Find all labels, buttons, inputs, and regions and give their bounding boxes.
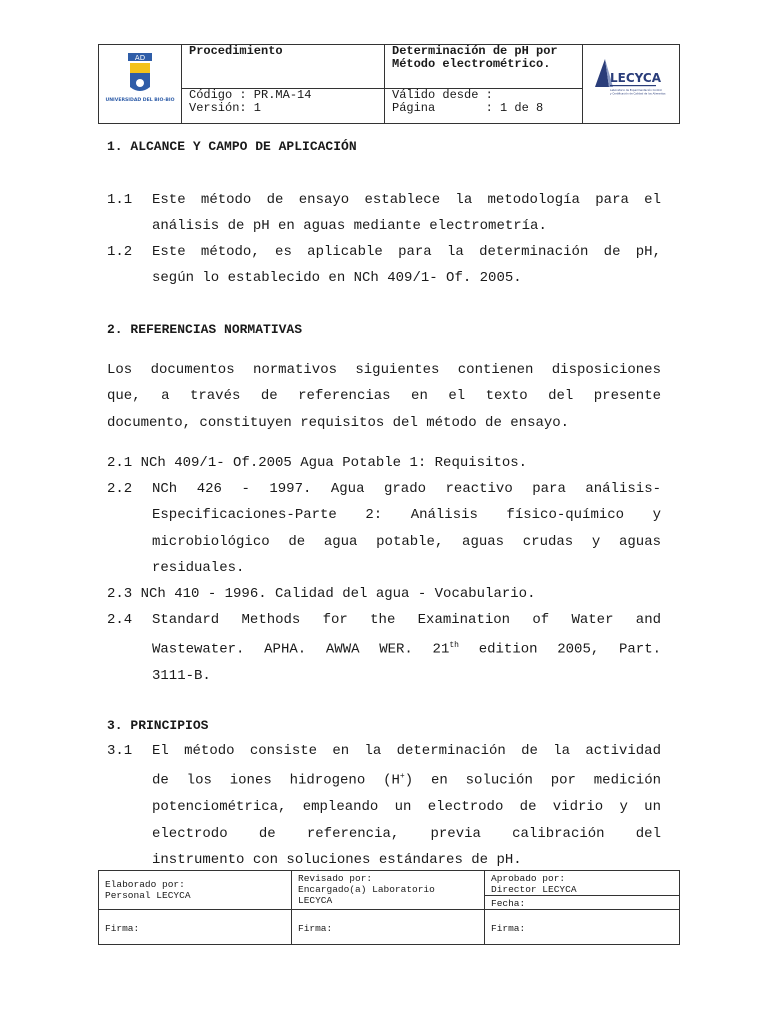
date-label: Fecha: xyxy=(491,898,526,909)
item-number: 1.2 xyxy=(107,244,133,260)
code-version-cell xyxy=(182,89,385,124)
list-item-3-1 xyxy=(107,738,661,873)
svg-text:y Certificación de Calidad de: y Certificación de Calidad de los Alimentos xyxy=(610,92,666,96)
item-text-line: según lo establecido en NCh 409/1- Of. 2005. xyxy=(152,270,522,287)
item-text-line: instrumento con soluciones estándares de pH. xyxy=(152,851,522,868)
university-logo xyxy=(99,45,181,119)
item-number: 3.1 xyxy=(107,743,133,759)
svg-text:AD: AD xyxy=(134,54,146,62)
prepared-by-cell xyxy=(99,871,292,910)
item-text-line: de los iones hidrogeno (H+) en solución por medición xyxy=(152,772,661,789)
item-text-line: electrodo de referencia, previa calibración del xyxy=(152,825,661,842)
reference-2-4 xyxy=(107,607,661,690)
approved-by-label: Aprobado por: xyxy=(491,873,566,884)
prepared-by-label: Elaborado por: xyxy=(105,879,185,890)
reference-2-2 xyxy=(107,476,661,581)
item-text-line: microbiológico de agua potable, aguas crudas y aguas xyxy=(152,533,661,550)
item-text-line: Wastewater. APHA. AWWA WER. 21th edition 2005, Part. xyxy=(152,641,662,658)
reference-2-3: 2.3 NCh 410 - 1996. Calidad del agua - Vocabulario. xyxy=(107,586,536,602)
item-text-line: potenciométrica, empleando un electrodo de vidrio y un xyxy=(152,799,661,816)
item-number: 2.4 xyxy=(107,612,133,628)
procedure-title-line2: Método electrométrico. xyxy=(392,57,551,71)
document-footer xyxy=(98,870,680,945)
list-item-1-2 xyxy=(107,239,661,292)
prepared-by-value: Personal LECYCA xyxy=(105,890,191,901)
paragraph-line: Los documentos normativos siguientes contienen disposiciones xyxy=(107,362,661,378)
code-value: Código : PR.MA-14 xyxy=(189,88,312,102)
item-number: 1.1 xyxy=(107,192,133,208)
lecyca-logo-cell xyxy=(583,45,680,124)
item-text-line: Especificaciones-Parte 2: Análisis físico-químico y xyxy=(152,507,661,524)
date-cell xyxy=(485,896,680,910)
item-text-line: NCh 426 - 1997. Agua grado reactivo para análisis- xyxy=(152,481,661,497)
section-2-paragraph xyxy=(107,357,661,436)
procedure-label: Procedimiento xyxy=(189,44,283,58)
signature-cell-1 xyxy=(99,910,292,945)
item-text-line: Este método de ensayo establece la metodología para el xyxy=(152,192,661,208)
reference-2-1: 2.1 NCh 409/1- Of.2005 Agua Potable 1: Requisitos. xyxy=(107,455,528,471)
reviewed-by-cell xyxy=(292,871,485,910)
lecyca-logo xyxy=(583,45,669,119)
section-1-heading: 1. ALCANCE Y CAMPO DE APLICACIÓN xyxy=(107,139,357,154)
section-2-heading: 2. REFERENCIAS NORMATIVAS xyxy=(107,322,303,337)
signature-label: Firma: xyxy=(298,922,333,934)
university-logo-cell xyxy=(99,45,182,124)
signature-cell-3 xyxy=(485,910,680,945)
reviewed-by-label: Revisado por: xyxy=(298,873,373,884)
list-item-1-1 xyxy=(107,187,661,240)
item-text-line: Este método, es aplicable para la determinación de pH, xyxy=(152,244,661,260)
procedure-title-line1: Determinación de pH por xyxy=(392,44,558,58)
approved-by-value: Director LECYCA xyxy=(491,884,577,895)
page-number: Página : 1 de 8 xyxy=(392,101,544,115)
reviewed-by-value: Encargado(a) Laboratorio xyxy=(298,884,435,895)
item-number: 2.2 xyxy=(107,481,133,497)
item-text-line: Standard Methods for the Examination of Water and xyxy=(152,612,661,628)
section-3-heading: 3. PRINCIPIOS xyxy=(107,718,209,733)
item-text-line: 3111-B. xyxy=(152,668,211,685)
procedure-title-cell xyxy=(385,45,583,89)
signature-label: Firma: xyxy=(105,922,140,934)
svg-text:LECYCA: LECYCA xyxy=(610,71,662,85)
signature-cell-2 xyxy=(292,910,485,945)
svg-text:UNIVERSIDAD DEL BIO-BIO: UNIVERSIDAD DEL BIO-BIO xyxy=(105,98,175,103)
svg-text:Laboratorio de Experimentación: Laboratorio de Experimentación Control xyxy=(610,89,662,92)
approved-by-cell xyxy=(485,871,680,896)
item-text-line: residuales. xyxy=(152,559,245,576)
signature-label: Firma: xyxy=(491,922,526,934)
item-text-line: El método consiste en la determinación de la actividad xyxy=(152,743,661,759)
validity-page-cell xyxy=(385,89,583,124)
paragraph-line: que, a través de referencias en el texto del presente xyxy=(107,388,661,405)
valid-from: Válido desde : xyxy=(392,88,493,102)
version-value: Versión: 1 xyxy=(189,101,262,115)
paragraph-line: documento, constituyen requisitos del método de ensayo. xyxy=(107,414,570,431)
procedure-label-cell xyxy=(182,45,385,89)
reviewed-by-value: LECYCA xyxy=(298,895,333,906)
document-header xyxy=(98,44,680,124)
item-text-line: análisis de pH en aguas mediante electrometría. xyxy=(152,218,547,235)
